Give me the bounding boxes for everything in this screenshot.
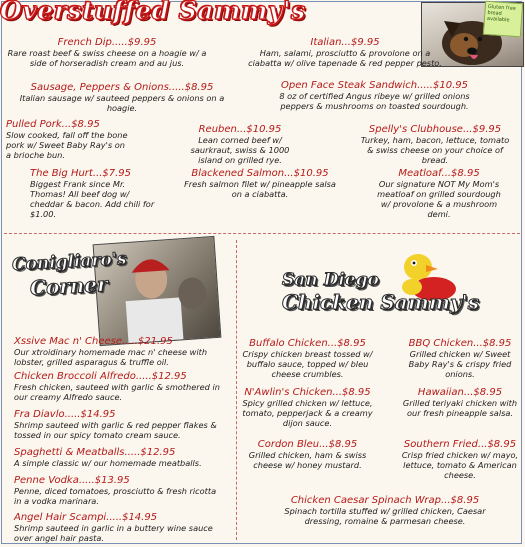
menu-item-big-hurt	[30, 168, 158, 219]
menu-item-sausage	[12, 82, 232, 113]
menu-item-french-dip	[2, 37, 212, 68]
chicken-title-line2: Chicken Sammy's	[282, 290, 480, 314]
item-desc: Spinach tortilla stuffed w/ grilled chicken, Caesar dressing, romaine & parmesan cheese.	[284, 506, 486, 526]
menu-banner-title: Overstuffed Sammy's	[0, 0, 306, 25]
item-name: Cordon Bleu...$8.95	[257, 439, 358, 450]
item-desc: Grilled teriyaki chicken with our fresh pineapple salsa.	[402, 398, 518, 418]
item-name: Chicken Caesar Spinach Wrap...$8.95	[290, 495, 480, 506]
item-desc: Grilled chicken w/ Sweet Baby Ray's & crispy fried onions.	[408, 349, 512, 379]
item-name: Fra Diavlo.....$14.95	[14, 409, 116, 420]
item-name: Xssive Mac n' Cheese.....$21.95	[14, 336, 173, 347]
item-desc: Our xtroidinary homemade mac n' cheese with lobster, grilled asparagus & truffle oil.	[14, 347, 208, 367]
menu-item-meatloaf	[375, 168, 503, 219]
chicken-item-caesar-wrap	[270, 495, 500, 526]
item-desc: Grilled chicken, ham & swiss cheese w/ honey mustard.	[248, 450, 367, 470]
item-name: Pulled Pork...$8.95	[6, 119, 100, 130]
item-desc: Crispy chicken breast tossed w/ buffalo sauce, topped w/ bleu cheese crumbles.	[242, 349, 373, 379]
chicken-item-hawaiian	[400, 387, 520, 418]
pasta-item-penne	[14, 475, 224, 506]
item-name: Penne Vodka.....$13.95	[14, 475, 130, 486]
chicken-item-nawlins	[240, 387, 375, 428]
item-name: Chicken Broccoli Alfredo.....$12.95	[14, 371, 187, 382]
item-name: Blackened Salmon...$10.95	[191, 168, 329, 179]
pasta-item-fra-diavlo	[14, 409, 224, 440]
item-name: Open Face Steak Sandwich.....$10.95	[281, 80, 468, 91]
item-desc: Italian sausage w/ sauteed peppers & onions on a hoagie.	[19, 93, 225, 113]
item-desc: Fresh salmon filet w/ pineapple salsa on a ciabatta.	[184, 179, 336, 199]
menu-item-italian	[245, 37, 445, 68]
corner-title-line2: Corner	[29, 271, 109, 301]
menu-item-steak-sandwich	[262, 80, 487, 111]
chicken-item-southern-fried	[400, 439, 520, 480]
item-desc: Shrimp sauteed with garlic & red pepper flakes & tossed in our spicy tomato cream sauce.	[14, 420, 217, 440]
chicken-item-buffalo	[240, 338, 375, 379]
pasta-item-spaghetti	[14, 447, 224, 468]
chicken-item-bbq	[400, 338, 520, 379]
item-desc: Lean corned beef w/ saurkraut, swiss & 1000 island on grilled rye.	[190, 135, 290, 165]
item-name: Meatloaf...$8.95	[398, 168, 480, 179]
item-desc: Ham, salami, prosciutto & provolone on a ciabatta w/ olive tapenade & red pepper pesto.	[248, 48, 442, 68]
item-desc: Spicy grilled chicken w/ lettuce, tomato, pepperjack & a creamy dijon sauce.	[242, 398, 373, 428]
item-name: Spelly's Clubhouse...$9.95	[368, 124, 502, 135]
item-name: BBQ Chicken...$8.95	[408, 338, 512, 349]
item-name: French Dip.....$9.95	[57, 37, 157, 48]
menu-item-reuben	[180, 124, 300, 165]
section-divider-vertical	[236, 240, 237, 540]
item-desc: Penne, diced tomatoes, prosciutto & fresh ricotta in a vodka marinara.	[14, 486, 217, 506]
item-desc: A simple classic w/ our homemade meatballs.	[14, 458, 202, 468]
item-name: Spaghetti & Meatballs.....$12.95	[14, 447, 176, 458]
item-desc: Shrimp sauteed in garlic in a buttery wine sauce over angel hair pasta.	[14, 523, 213, 543]
item-desc: Rare roast beef & swiss cheese on a hoagie w/ a side of horseradish cream and au jus.	[7, 48, 207, 68]
item-desc: Turkey, ham, bacon, lettuce, tomato & swiss cheese on your choice of bread.	[360, 135, 510, 165]
item-name: Hawaiian...$8.95	[417, 387, 503, 398]
item-name: Southern Fried...$8.95	[403, 439, 517, 450]
item-desc: Crisp fried chicken w/ mayo, lettuce, tomato & American cheese.	[401, 450, 519, 480]
item-desc: Our signature NOT My Mom's meatloaf on grilled sourdough w/ provolone & a mushroom demi.	[377, 179, 501, 219]
chicken-item-cordon-bleu	[240, 439, 375, 470]
section-divider-horizontal	[4, 233, 520, 234]
item-name: Buffalo Chicken...$8.95	[249, 338, 366, 349]
item-name: Reuben...$10.95	[198, 124, 282, 135]
item-name: Angel Hair Scampi.....$14.95	[14, 512, 158, 523]
chicken-title-line1: San Diego	[282, 270, 379, 290]
item-name: Sausage, Peppers & Onions.....$8.95	[30, 82, 214, 93]
pasta-item-scampi	[14, 512, 232, 543]
item-desc: Fresh chicken, sauteed with garlic & smothered in our creamy Alfredo sauce.	[14, 382, 220, 402]
menu-item-pulled-pork	[6, 119, 131, 160]
pasta-item-mac	[14, 336, 224, 367]
pasta-item-alfredo	[14, 371, 224, 402]
item-name: N'Awlin's Chicken...$8.95	[244, 387, 371, 398]
item-name: The Big Hurt...$7.95	[30, 168, 131, 179]
corner-title-line1: Conigliaro's	[11, 249, 128, 275]
item-desc: Slow cooked, fall off the bone pork w/ Sweet Baby Ray's on a brioche bun.	[6, 130, 128, 160]
item-desc: Biggest Frank since Mr. Thomas! All beef dog w/ cheddar & bacon. Add chili for $1.00.	[30, 179, 155, 219]
item-desc: 8 oz of certified Angus ribeye w/ grilled onions peppers & mushrooms on toasted sourdough.	[279, 91, 470, 111]
sticky-note: Gluten free bread available	[483, 1, 523, 38]
menu-item-spellys-clubhouse	[360, 124, 510, 165]
item-name: Italian...$9.95	[310, 37, 380, 48]
menu-item-blackened-salmon	[180, 168, 340, 199]
